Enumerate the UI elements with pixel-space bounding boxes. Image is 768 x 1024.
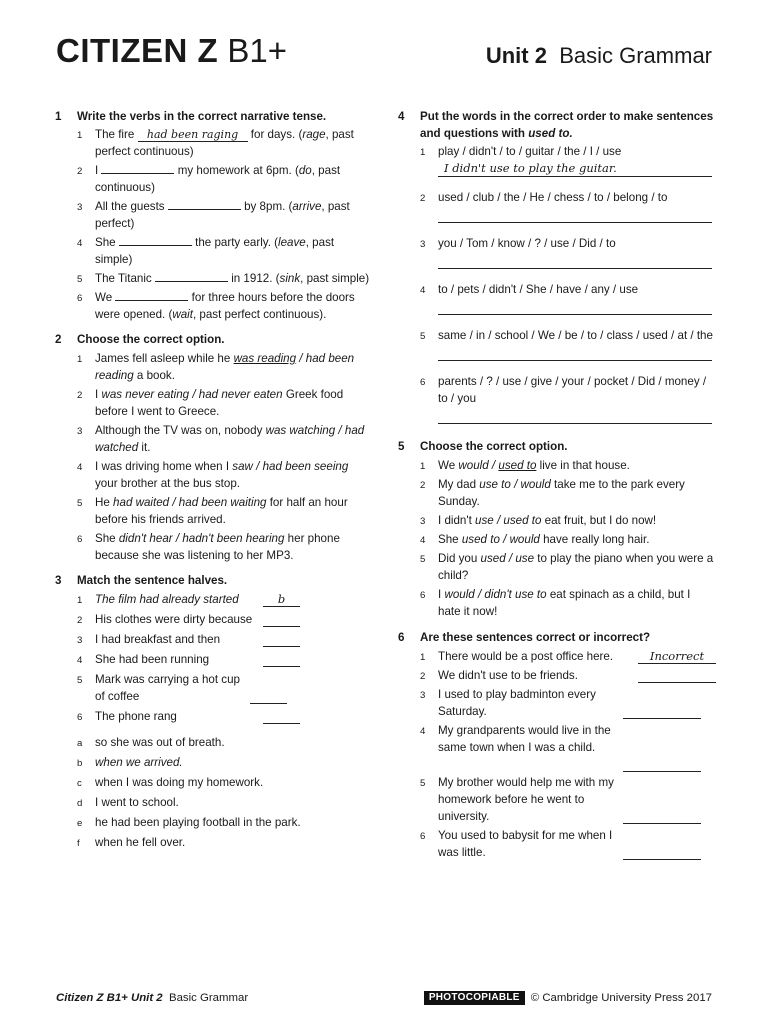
answer-blank (168, 198, 241, 210)
item-text: the party early. ( (195, 236, 279, 249)
item-number: 5 (77, 274, 83, 285)
left-column (55, 108, 373, 851)
item-text: Did you (438, 552, 481, 565)
exercise-item (420, 457, 716, 474)
item-text: My grandparents would live in the same town when I was a child. (438, 724, 611, 754)
option-separator: / (296, 352, 306, 365)
item-text: , past simple) (300, 272, 370, 285)
answer-blank: had been raging (138, 128, 248, 142)
exercise-item (77, 671, 373, 705)
verb-hint: do (298, 164, 312, 177)
answer-line (438, 206, 712, 223)
exercise-title: Match the sentence halves. (77, 574, 228, 587)
option-text: so she was out of breath. (95, 736, 225, 749)
exercise-item (77, 270, 373, 287)
item-text: We didn't use to be friends. (438, 669, 578, 682)
item-number: 2 (77, 615, 83, 626)
option-separator: / (488, 459, 499, 472)
item-text: same / in / school / We / be / to / class / used / at / the (438, 329, 713, 342)
exercise-item (77, 708, 373, 725)
exercise-item (420, 550, 716, 584)
footer-right (424, 990, 712, 1006)
exercise-item (420, 373, 716, 424)
option-1: use to (479, 478, 511, 491)
item-number: 3 (77, 635, 83, 646)
exercise-number: 3 (55, 574, 62, 587)
item-text: I (438, 588, 445, 601)
option-text: he had been playing football in the park. (95, 816, 301, 829)
option-letter: a (77, 738, 83, 749)
match-option (77, 774, 373, 791)
option-separator: / (493, 514, 504, 527)
item-number: 2 (420, 193, 426, 204)
judge-row (438, 722, 716, 772)
item-text: You used to babysit for me when I was little. (438, 829, 613, 859)
item-text: Mark was carrying a hot cup of coffee (95, 673, 240, 703)
match-row (95, 631, 373, 648)
option-2: had been reading (95, 352, 355, 382)
item-number: 3 (420, 516, 426, 527)
option-2: use (515, 552, 535, 565)
item-text: you / Tom / know / ? / use / Did / to (438, 237, 616, 250)
option-separator: / (169, 496, 179, 509)
answer-blank (115, 289, 188, 301)
option-letter: f (77, 838, 80, 849)
exercise-item (420, 189, 716, 223)
exercise-number: 4 (398, 110, 405, 123)
answer-blank: b (263, 591, 300, 607)
item-number: 2 (77, 166, 83, 177)
item-text: , past perfect continuous) (95, 128, 354, 158)
exercise-item (77, 386, 373, 420)
item-text: I (95, 388, 102, 401)
match-row (95, 611, 373, 628)
option-separator: / (189, 388, 199, 401)
verb-hint: rage (302, 128, 326, 141)
answer-blank (250, 688, 287, 704)
photocopiable-badge: PHOTOCOPIABLE (424, 991, 525, 1005)
item-text: eat fruit, but I do now! (541, 514, 657, 527)
item-number: 1 (77, 354, 83, 365)
option-separator: / (335, 424, 345, 437)
item-number: 6 (420, 590, 426, 601)
exercise-item (77, 234, 373, 268)
answer-blank (263, 708, 300, 724)
option-list (77, 734, 373, 851)
exercise-3 (55, 572, 373, 851)
exercise-number: 6 (398, 631, 405, 644)
option-2: had been seeing (262, 460, 349, 473)
item-text: The Titanic (95, 272, 152, 285)
item-text: Greek food before I went to Greece. (95, 388, 344, 418)
item-text: I (95, 164, 99, 177)
judge-row (438, 774, 716, 825)
option-text: I went to school. (95, 796, 179, 809)
option-2: would (509, 533, 540, 546)
item-number: 4 (420, 726, 426, 737)
match-row (95, 671, 373, 705)
match-option (77, 834, 373, 851)
option-1: would (458, 459, 489, 472)
option-letter: e (77, 818, 83, 829)
item-text: I had breakfast and then (95, 633, 221, 646)
item-number: 6 (77, 712, 83, 723)
option-2: would (520, 478, 551, 491)
exercise-item (420, 281, 716, 315)
copyright: © Cambridge University Press 2017 (530, 992, 712, 1004)
answer-blank (155, 270, 228, 282)
exercise-item (420, 476, 716, 510)
option-2: didn't use to (484, 588, 547, 601)
exercise-item (420, 235, 716, 269)
answer-blank (119, 234, 192, 246)
item-text: The film had already started (95, 593, 239, 606)
item-number: 1 (77, 130, 83, 141)
unit-title: Unit 2 Basic Grammar (485, 43, 712, 68)
match-option (77, 814, 373, 831)
right-column (398, 108, 716, 861)
item-number: 3 (420, 239, 426, 250)
option-1: use (475, 514, 494, 527)
item-number: 4 (420, 535, 426, 546)
exercise-item (77, 350, 373, 384)
item-text: , past simple) (95, 236, 335, 266)
option-1: used (480, 552, 506, 565)
item-text: used / club / the / He / chess / to / belong / to (438, 191, 668, 204)
exercise-item (420, 686, 716, 720)
item-text: Although the TV was on, nobody (95, 424, 266, 437)
footer-left: Citizen Z B1+ Unit 2 Basic Grammar (56, 992, 249, 1004)
item-text: , past perfect) (95, 200, 350, 230)
option-1: was watching (265, 424, 336, 437)
brand-title: CITIZEN Z B1+ (56, 32, 287, 69)
exercise-item (420, 512, 716, 529)
item-number: 6 (420, 831, 426, 842)
exercise-item (77, 289, 373, 323)
verb-hint: arrive (292, 200, 322, 213)
match-option (77, 794, 373, 811)
option-2: used to (498, 459, 537, 472)
exercise-item (420, 531, 716, 548)
option-1: didn't hear (118, 532, 173, 545)
item-number: 3 (77, 202, 83, 213)
item-text: it. (138, 441, 151, 454)
item-text: My dad (438, 478, 480, 491)
item-number: 4 (420, 285, 426, 296)
match-row (95, 651, 373, 668)
item-list (77, 126, 373, 323)
item-text: for three hours before the doors were opened. ( (95, 291, 355, 321)
item-text: All the guests (95, 200, 165, 213)
option-letter: d (77, 798, 83, 809)
judge-row (438, 667, 716, 684)
item-text: We (438, 459, 459, 472)
item-text: , past continuous) (95, 164, 341, 194)
item-list (420, 143, 716, 424)
exercise-item (77, 611, 373, 628)
item-number: 1 (420, 461, 426, 472)
exercise-title: Put the words in the correct order to make sentences and questions with used to. (420, 110, 714, 140)
item-text: We (95, 291, 113, 304)
item-number: 1 (420, 147, 426, 158)
item-number: 2 (420, 671, 426, 682)
option-2: hadn't been hearing (182, 532, 285, 545)
exercise-item (420, 143, 716, 177)
exercise-5 (398, 438, 716, 620)
exercise-item (77, 591, 373, 608)
answer-blank (623, 703, 701, 719)
answer-line (438, 407, 712, 424)
item-text: to / pets / didn't / She / have / any / use (438, 283, 639, 296)
option-separator: / (172, 532, 183, 545)
verb-hint: wait (172, 308, 193, 321)
exercise-title: Write the verbs in the correct narrative tense. (77, 110, 327, 123)
answer-blank (623, 844, 701, 860)
exercise-item (420, 774, 716, 825)
exercise-number: 2 (55, 333, 62, 346)
answer-blank (623, 756, 701, 772)
item-text: I used to play badminton every Saturday. (438, 688, 596, 718)
answer-blank (101, 162, 174, 174)
exercise-item (77, 631, 373, 648)
verb-hint: leave (278, 236, 306, 249)
exercise-item (420, 827, 716, 861)
exercise-item (77, 458, 373, 492)
item-number: 2 (420, 480, 426, 491)
answer-line (438, 252, 712, 269)
option-1: saw (232, 460, 253, 473)
answer-blank: Incorrect (638, 648, 716, 664)
judge-row (438, 827, 716, 861)
item-number: 3 (420, 690, 426, 701)
item-list (420, 648, 716, 861)
option-text: when we arrived. (95, 756, 183, 769)
item-text: live in that house. (536, 459, 630, 472)
option-separator: / (510, 478, 521, 491)
answer-line (438, 344, 712, 361)
exercise-title: Are these sentences correct or incorrect? (420, 631, 651, 644)
item-text: She (95, 532, 119, 545)
option-1: used to (461, 533, 500, 546)
exercise-item (420, 722, 716, 772)
judge-row (438, 686, 716, 720)
item-number: 4 (77, 655, 83, 666)
option-separator: / (474, 588, 485, 601)
option-2: had watched (95, 424, 365, 454)
item-list (77, 591, 373, 725)
item-text: The phone rang (95, 710, 177, 723)
match-option (77, 734, 373, 751)
answer-blank (638, 667, 716, 683)
answer-blank (263, 611, 300, 627)
option-separator: / (505, 552, 516, 565)
item-number: 5 (77, 498, 83, 509)
item-number: 2 (77, 390, 83, 401)
item-text: The fire (95, 128, 135, 141)
item-text: eat spinach as a child, but I hate it now! (438, 588, 691, 618)
item-text: your brother at the bus stop. (95, 477, 241, 490)
item-text: for days. ( (250, 128, 303, 141)
option-text: when I was doing my homework. (95, 776, 264, 789)
item-number: 4 (77, 238, 83, 249)
item-number: 5 (420, 331, 426, 342)
item-text: His clothes were dirty because (95, 613, 253, 626)
item-number: 6 (420, 377, 426, 388)
item-text: There would be a post office here. (438, 650, 614, 663)
item-text: She (95, 236, 116, 249)
item-text: in 1912. ( (231, 272, 280, 285)
item-number: 6 (77, 534, 83, 545)
item-text: a book. (133, 369, 175, 382)
item-text: James fell asleep while he (95, 352, 234, 365)
match-row (95, 708, 373, 725)
option-1: had waited (113, 496, 170, 509)
item-text: , past perfect continuous). (192, 308, 327, 321)
item-text: My brother would help me with my homework before he went to university. (438, 776, 614, 823)
item-number: 5 (420, 554, 426, 565)
option-separator: / (499, 533, 510, 546)
answer-blank (263, 651, 300, 667)
item-text: her phone because she was listening to her MP3. (95, 532, 340, 562)
option-separator: / (252, 460, 263, 473)
option-1: was reading (233, 352, 297, 365)
item-text: by 8pm. ( (244, 200, 293, 213)
match-option (77, 754, 373, 771)
exercise-item (420, 327, 716, 361)
answer-blank (263, 631, 300, 647)
option-2: had been waiting (178, 496, 267, 509)
exercise-2 (55, 331, 373, 564)
exercise-number: 1 (55, 110, 62, 123)
option-2: had never eaten (198, 388, 283, 401)
match-row (95, 591, 373, 608)
item-number: 3 (77, 426, 83, 437)
exercise-6 (398, 629, 716, 861)
exercise-item (77, 126, 373, 160)
item-text: She had been running (95, 653, 210, 666)
item-text: I didn't (438, 514, 476, 527)
option-2: used to (503, 514, 542, 527)
exercise-title: Choose the correct option. (77, 333, 225, 346)
item-text: take me to the park every Sunday. (438, 478, 685, 508)
item-text: I was driving home when I (95, 460, 233, 473)
answer-blank (623, 808, 701, 824)
item-number: 1 (77, 595, 83, 606)
exercise-1 (55, 108, 373, 323)
option-letter: c (77, 778, 82, 789)
item-text: to play the piano when you were a child? (438, 552, 714, 582)
item-text: my homework at 6pm. ( (177, 164, 299, 177)
item-text: play / didn't / to / guitar / the / I / use (438, 145, 622, 158)
answer-line: I didn't use to play the guitar. (438, 160, 712, 177)
option-text: when he fell over. (95, 836, 186, 849)
item-number: 5 (77, 675, 83, 686)
exercise-item (77, 651, 373, 668)
exercise-4 (398, 108, 716, 424)
item-number: 6 (77, 293, 83, 304)
verb-hint: sink (279, 272, 301, 285)
answer-line (438, 298, 712, 315)
exercise-item (420, 667, 716, 684)
exercise-item (77, 162, 373, 196)
exercise-item (420, 586, 716, 620)
exercise-item (420, 648, 716, 665)
item-list (420, 457, 716, 620)
item-number: 5 (420, 778, 426, 789)
item-text: parents / ? / use / give / your / pocket / Did / money / to / you (438, 375, 707, 405)
item-text: have really long hair. (539, 533, 650, 546)
item-text: for half an hour before his friends arrived. (95, 496, 348, 526)
exercise-item (77, 530, 373, 564)
option-1: would (444, 588, 475, 601)
exercise-item (77, 494, 373, 528)
item-number: 4 (77, 462, 83, 473)
option-1: was never eating (101, 388, 190, 401)
item-list (77, 350, 373, 564)
item-text: She (438, 533, 462, 546)
exercise-item (77, 198, 373, 232)
exercise-number: 5 (398, 440, 405, 453)
judge-row (438, 648, 716, 665)
exercise-item (77, 422, 373, 456)
option-letter: b (77, 758, 83, 769)
item-number: 1 (420, 652, 426, 663)
exercise-title: Choose the correct option. (420, 440, 568, 453)
item-text: He (95, 496, 114, 509)
